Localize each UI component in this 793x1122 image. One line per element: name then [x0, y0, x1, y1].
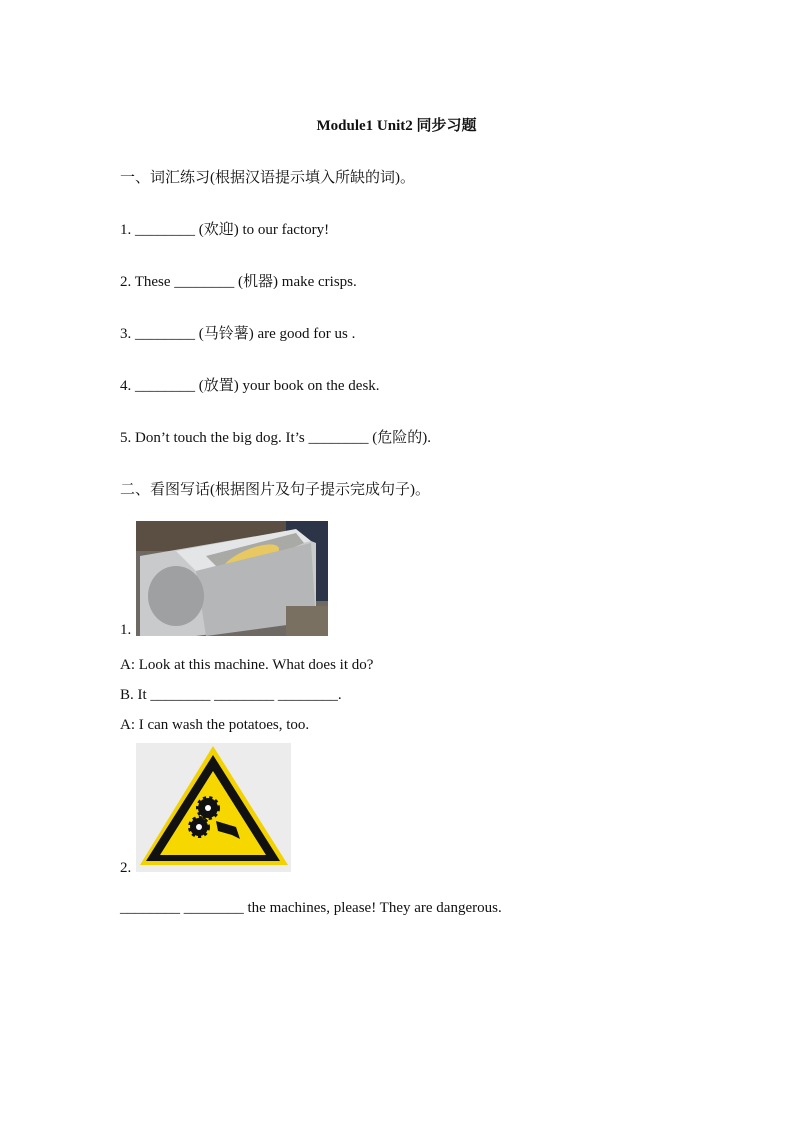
gear-hazard-sign-image	[136, 743, 291, 872]
q1-number: 1.	[120, 622, 132, 638]
page-title: Module1 Unit2 同步习题	[316, 118, 477, 134]
q1-line-b: B. It ________ ________ ________.	[120, 687, 342, 703]
q1-line-a2: A: I can wash the potatoes, too.	[120, 717, 310, 733]
q1-line-a: A: Look at this machine. What does it do?	[120, 657, 374, 673]
section1-heading: 一、词汇练习(根据汉语提示填入所缺的词)。	[120, 170, 415, 186]
q2-number: 2.	[120, 860, 132, 876]
vocab-item-4: 4. ________ (放置) your book on the desk.	[120, 378, 380, 394]
vocab-item-2: 2. These ________ (机器) make crisps.	[120, 274, 357, 290]
vocab-item-3: 3. ________ (马铃薯) are good for us .	[120, 326, 356, 342]
vocab-item-1: 1. ________ (欢迎) to our factory!	[120, 222, 330, 238]
q2-line: ________ ________ the machines, please! They are dangerous.	[120, 900, 502, 916]
potato-washing-machine-image	[136, 521, 328, 636]
vocab-item-5: 5. Don’t touch the big dog. It’s ________ (危险的).	[120, 430, 431, 446]
section2-heading: 二、看图写话(根据图片及句子提示完成句子)。	[120, 482, 430, 498]
